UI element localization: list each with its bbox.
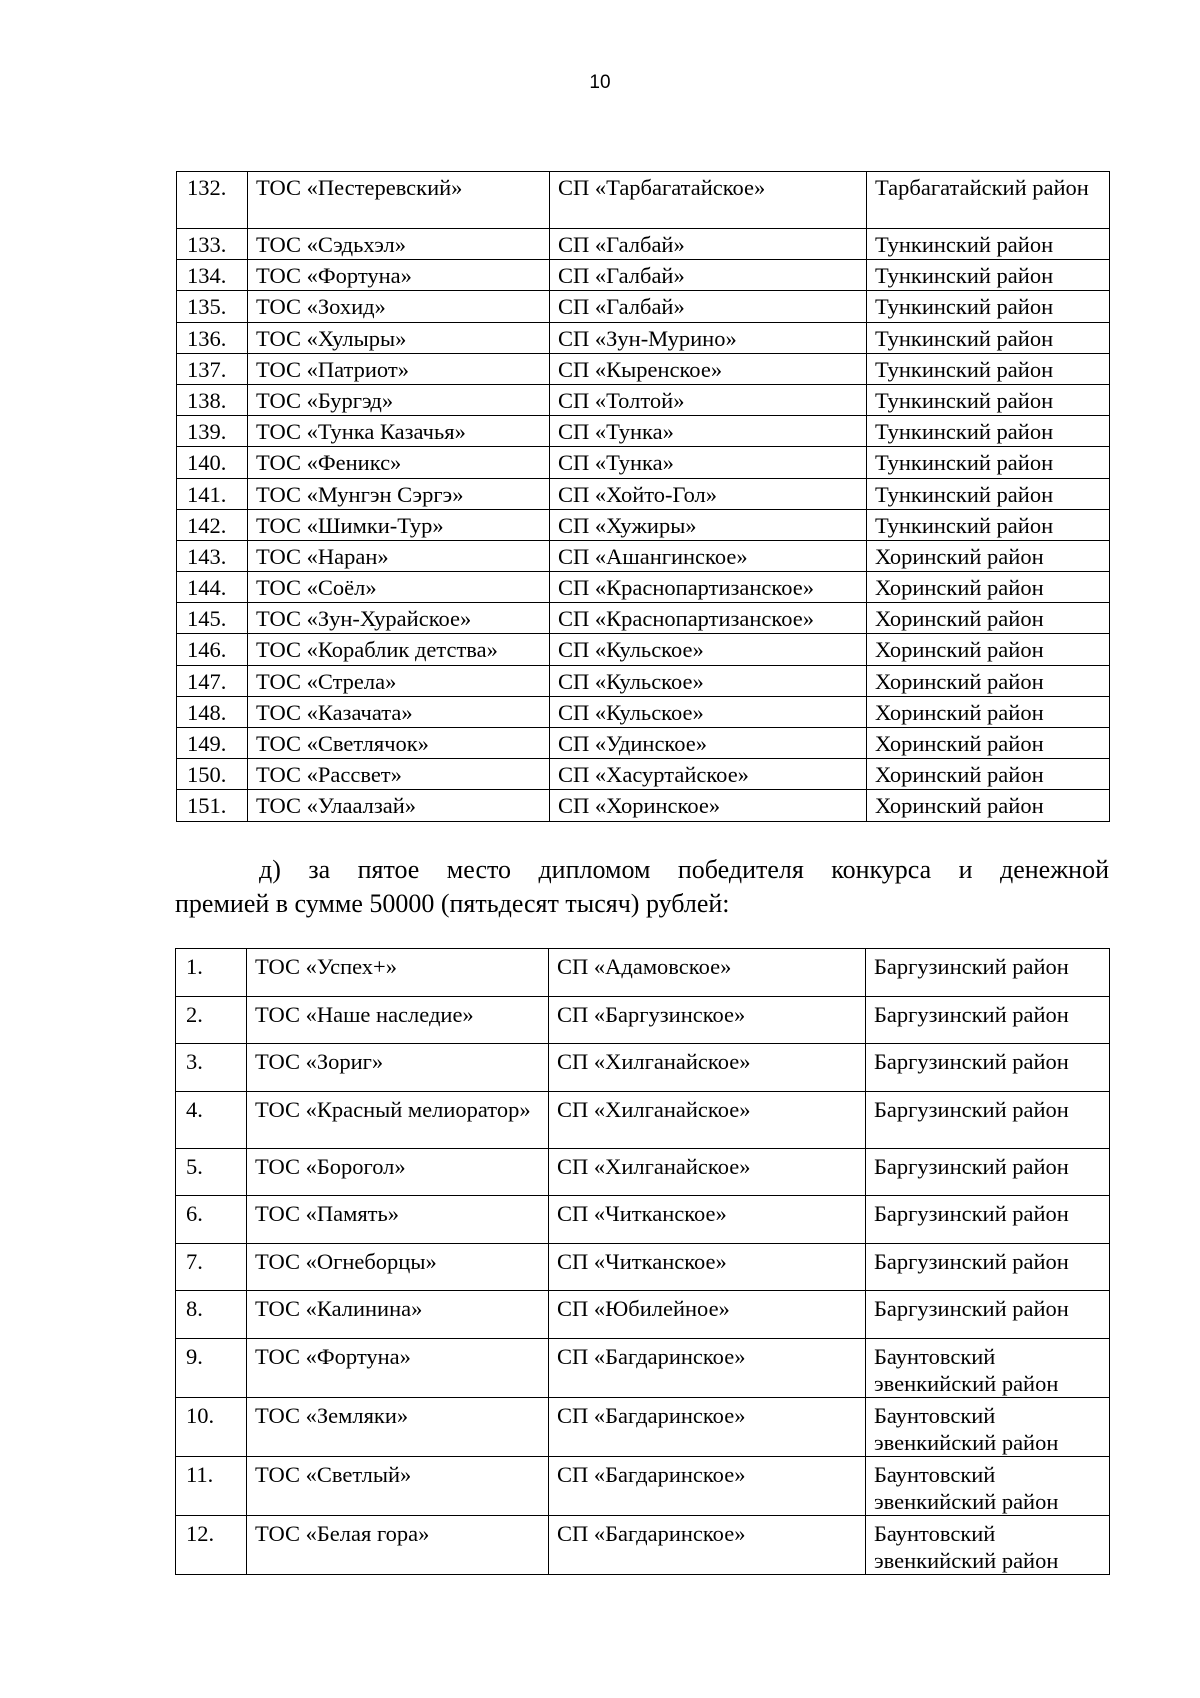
settlement-cell: СП «Багдаринское» [549, 1338, 866, 1397]
row-number-cell: 1. [176, 949, 247, 997]
tos-name-cell: ТОС «Феникс» [248, 447, 550, 478]
settlement-cell: СП «Краснопартизанское» [550, 572, 867, 603]
table-row [177, 478, 1110, 509]
district-cell: Тункинский район [867, 416, 1110, 447]
district-cell: Тункинский район [867, 478, 1110, 509]
table-row [177, 172, 1110, 229]
tos-name-cell: ТОС «Огнеборцы» [247, 1243, 549, 1291]
row-number-cell: 6. [176, 1196, 247, 1244]
settlement-cell: СП «Галбай» [550, 229, 867, 260]
district-cell: Тункинский район [867, 229, 1110, 260]
table-row [176, 1515, 1110, 1574]
settlement-cell: СП «Кульское» [550, 696, 867, 727]
table-row [177, 509, 1110, 540]
paragraph-line-1: д) за пятое место дипломом победителя конкурса и денежной [259, 855, 1109, 884]
settlement-cell: СП «Кыренское» [550, 353, 867, 384]
table-row [177, 634, 1110, 665]
table-row [177, 353, 1110, 384]
district-cell: Хоринский район [867, 572, 1110, 603]
tos-name-cell: ТОС «Мунгэн Сэргэ» [248, 478, 550, 509]
settlement-cell: СП «Багдаринское» [549, 1397, 866, 1456]
district-cell: Тункинский район [867, 260, 1110, 291]
tos-name-cell: ТОС «Улаалзай» [248, 790, 550, 821]
tos-name-cell: ТОС «Земляки» [247, 1397, 549, 1456]
fifth-place-paragraph [175, 853, 1109, 921]
district-cell: Тункинский район [867, 384, 1110, 415]
district-cell: Баргузинский район [866, 1044, 1110, 1092]
settlement-cell: СП «Багдаринское» [549, 1515, 866, 1574]
row-number-cell: 145. [177, 603, 248, 634]
tos-name-cell: ТОС «Стрела» [248, 665, 550, 696]
district-cell: Баргузинский район [866, 1196, 1110, 1244]
table-row [177, 665, 1110, 696]
row-number-cell: 136. [177, 322, 248, 353]
tos-name-cell: ТОС «Фортуна» [247, 1338, 549, 1397]
tos-name-cell: ТОС «Зун-Хурайское» [248, 603, 550, 634]
tos-name-cell: ТОС «Наран» [248, 540, 550, 571]
table-row [177, 728, 1110, 759]
row-number-cell: 2. [176, 996, 247, 1044]
table-row [177, 260, 1110, 291]
tos-name-cell: ТОС «Борогол» [247, 1148, 549, 1196]
row-number-cell: 143. [177, 540, 248, 571]
row-number-cell: 144. [177, 572, 248, 603]
table-row [177, 229, 1110, 260]
row-number-cell: 3. [176, 1044, 247, 1092]
settlement-cell: СП «Хасуртайское» [550, 759, 867, 790]
tos-name-cell: ТОС «Кораблик детства» [248, 634, 550, 665]
table-row [176, 1091, 1110, 1148]
table-row [177, 384, 1110, 415]
row-number-cell: 9. [176, 1338, 247, 1397]
district-cell: Хоринский район [867, 759, 1110, 790]
tos-name-cell: ТОС «Патриот» [248, 353, 550, 384]
district-cell: Баргузинский район [866, 1148, 1110, 1196]
district-cell: Хоринский район [867, 665, 1110, 696]
table-row [176, 1148, 1110, 1196]
table-row [177, 759, 1110, 790]
district-cell: Баунтовский эвенкийский район [866, 1456, 1110, 1515]
district-cell: Баунтовский эвенкийский район [866, 1397, 1110, 1456]
row-number-cell: 146. [177, 634, 248, 665]
tos-name-cell: ТОС «Наше наследие» [247, 996, 549, 1044]
row-number-cell: 10. [176, 1397, 247, 1456]
table-row [176, 1044, 1110, 1092]
table-row [177, 291, 1110, 322]
settlement-cell: СП «Багдаринское» [549, 1456, 866, 1515]
row-number-cell: 142. [177, 509, 248, 540]
settlement-cell: СП «Хилганайское» [549, 1091, 866, 1148]
tos-name-cell: ТОС «Пестеревский» [248, 172, 550, 229]
table-row [177, 603, 1110, 634]
district-cell: Баргузинский район [866, 949, 1110, 997]
tos-name-cell: ТОС «Успех+» [247, 949, 549, 997]
settlement-cell: СП «Читканское» [549, 1243, 866, 1291]
row-number-cell: 138. [177, 384, 248, 415]
settlement-cell: СП «Хужиры» [550, 509, 867, 540]
settlement-cell: СП «Хилганайское» [549, 1148, 866, 1196]
settlement-cell: СП «Ашангинское» [550, 540, 867, 571]
settlement-cell: СП «Галбай» [550, 291, 867, 322]
row-number-cell: 7. [176, 1243, 247, 1291]
row-number-cell: 151. [177, 790, 248, 821]
table-row [176, 1243, 1110, 1291]
district-cell: Баунтовский эвенкийский район [866, 1515, 1110, 1574]
row-number-cell: 133. [177, 229, 248, 260]
settlement-cell: СП «Зун-Мурино» [550, 322, 867, 353]
tos-name-cell: ТОС «Белая гора» [247, 1515, 549, 1574]
award-table-continued [176, 171, 1110, 822]
settlement-cell: СП «Юбилейное» [549, 1291, 866, 1339]
row-number-cell: 150. [177, 759, 248, 790]
settlement-cell: СП «Удинское» [550, 728, 867, 759]
row-number-cell: 147. [177, 665, 248, 696]
row-number-cell: 134. [177, 260, 248, 291]
district-cell: Хоринский район [867, 634, 1110, 665]
tos-name-cell: ТОС «Казачата» [248, 696, 550, 727]
table-row [177, 322, 1110, 353]
district-cell: Баргузинский район [866, 1291, 1110, 1339]
settlement-cell: СП «Тарбагатайское» [550, 172, 867, 229]
tos-name-cell: ТОС «Зориг» [247, 1044, 549, 1092]
settlement-cell: СП «Галбай» [550, 260, 867, 291]
district-cell: Хоринский район [867, 728, 1110, 759]
settlement-cell: СП «Тунка» [550, 447, 867, 478]
district-cell: Тункинский район [867, 353, 1110, 384]
tos-name-cell: ТОС «Красный мелиоратор» [247, 1091, 549, 1148]
table-row [176, 996, 1110, 1044]
district-cell: Хоринский район [867, 696, 1110, 727]
table-row [177, 447, 1110, 478]
row-number-cell: 141. [177, 478, 248, 509]
table-row [177, 416, 1110, 447]
row-number-cell: 132. [177, 172, 248, 229]
row-number-cell: 148. [177, 696, 248, 727]
settlement-cell: СП «Хилганайское» [549, 1044, 866, 1092]
district-cell: Тункинский район [867, 447, 1110, 478]
page-number: 10 [589, 72, 611, 93]
table-row [177, 540, 1110, 571]
row-number-cell: 149. [177, 728, 248, 759]
tos-name-cell: ТОС «Фортуна» [248, 260, 550, 291]
tos-name-cell: ТОС «Светлячок» [248, 728, 550, 759]
district-cell: Баргузинский район [866, 1091, 1110, 1148]
district-cell: Хоринский район [867, 603, 1110, 634]
table-row [176, 1397, 1110, 1456]
row-number-cell: 8. [176, 1291, 247, 1339]
row-number-cell: 11. [176, 1456, 247, 1515]
settlement-cell: СП «Толтой» [550, 384, 867, 415]
district-cell: Баргузинский район [866, 996, 1110, 1044]
district-cell: Тункинский район [867, 509, 1110, 540]
table-row [176, 1338, 1110, 1397]
row-number-cell: 4. [176, 1091, 247, 1148]
settlement-cell: СП «Кульское» [550, 665, 867, 696]
district-cell: Тарбагатайский район [867, 172, 1110, 229]
table-row [176, 1196, 1110, 1244]
settlement-cell: СП «Тунка» [550, 416, 867, 447]
table-row [177, 790, 1110, 821]
row-number-cell: 135. [177, 291, 248, 322]
settlement-cell: СП «Кульское» [550, 634, 867, 665]
tos-name-cell: ТОС «Соёл» [248, 572, 550, 603]
table-row [176, 949, 1110, 997]
tos-name-cell: ТОС «Сэдьхэл» [248, 229, 550, 260]
table-row [177, 572, 1110, 603]
tos-name-cell: ТОС «Светлый» [247, 1456, 549, 1515]
row-number-cell: 140. [177, 447, 248, 478]
settlement-cell: СП «Хойто-Гол» [550, 478, 867, 509]
settlement-cell: СП «Адамовское» [549, 949, 866, 997]
tos-name-cell: ТОС «Шимки-Тур» [248, 509, 550, 540]
settlement-cell: СП «Читканское» [549, 1196, 866, 1244]
district-cell: Хоринский район [867, 790, 1110, 821]
settlement-cell: СП «Краснопартизанское» [550, 603, 867, 634]
tos-name-cell: ТОС «Хулыры» [248, 322, 550, 353]
district-cell: Тункинский район [867, 291, 1110, 322]
settlement-cell: СП «Баргузинское» [549, 996, 866, 1044]
district-cell: Тункинский район [867, 322, 1110, 353]
tos-name-cell: ТОС «Зохид» [248, 291, 550, 322]
district-cell: Хоринский район [867, 540, 1110, 571]
row-number-cell: 139. [177, 416, 248, 447]
table-row [176, 1291, 1110, 1339]
row-number-cell: 5. [176, 1148, 247, 1196]
row-number-cell: 137. [177, 353, 248, 384]
tos-name-cell: ТОС «Память» [247, 1196, 549, 1244]
tos-name-cell: ТОС «Тунка Казачья» [248, 416, 550, 447]
fifth-place-table [175, 948, 1110, 1575]
tos-name-cell: ТОС «Калинина» [247, 1291, 549, 1339]
district-cell: Баунтовский эвенкийский район [866, 1338, 1110, 1397]
tos-name-cell: ТОС «Рассвет» [248, 759, 550, 790]
paragraph-line-2: премией в сумме 50000 (пятьдесят тысяч) рублей: [175, 889, 730, 918]
tos-name-cell: ТОС «Бургэд» [248, 384, 550, 415]
settlement-cell: СП «Хоринское» [550, 790, 867, 821]
district-cell: Баргузинский район [866, 1243, 1110, 1291]
table-row [176, 1456, 1110, 1515]
table-row [177, 696, 1110, 727]
row-number-cell: 12. [176, 1515, 247, 1574]
